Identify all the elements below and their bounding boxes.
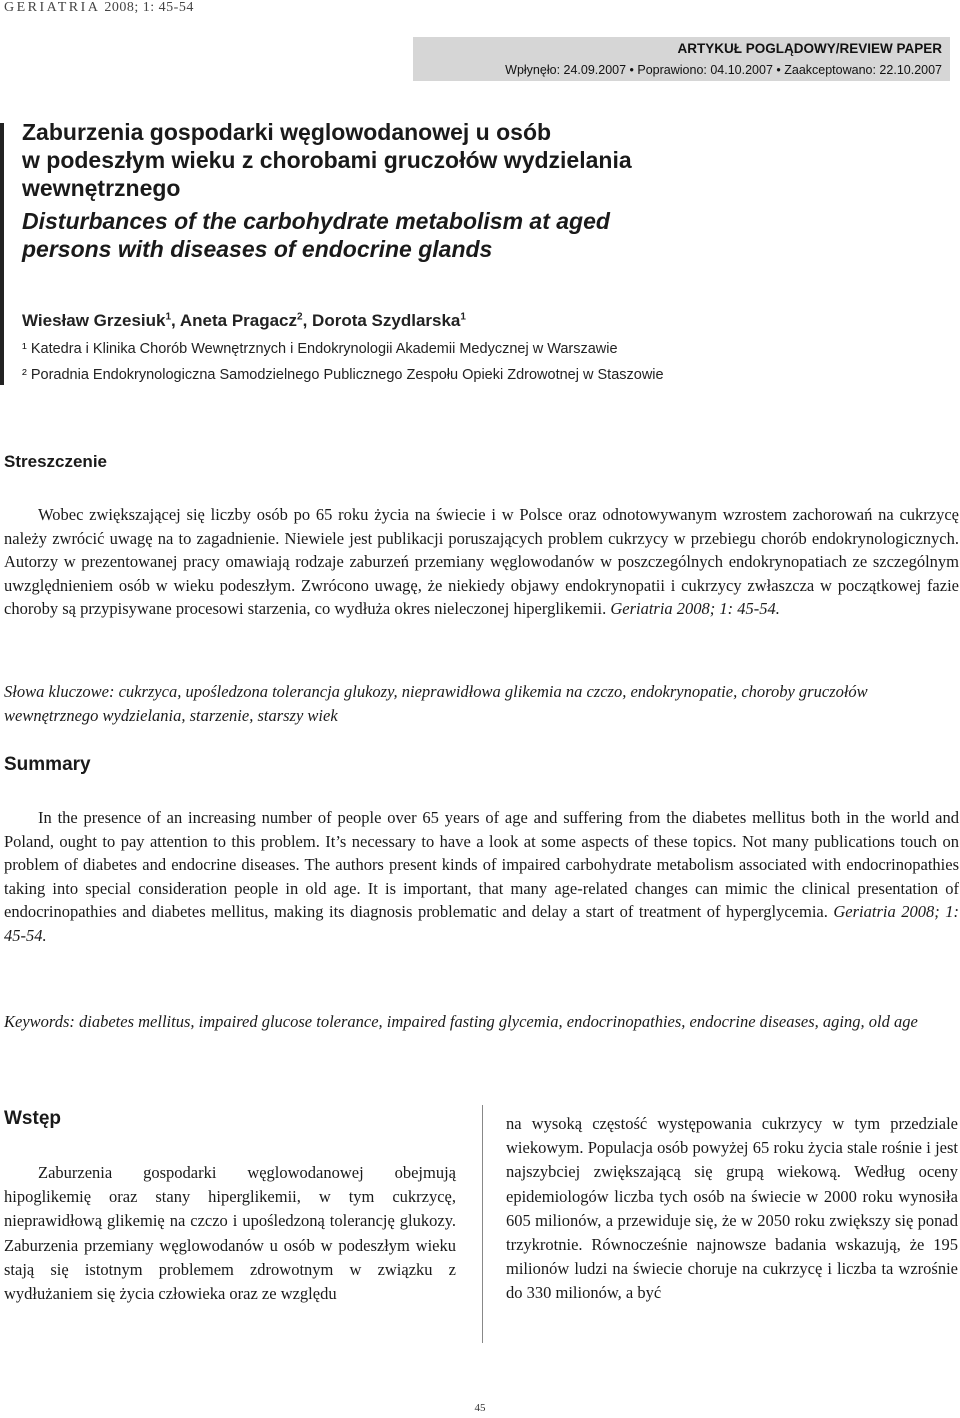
title-polish-line: wewnętrznego <box>22 175 181 201</box>
intro-left-text: Zaburzenia gospodarki węglowodanowej obejmują hipoglikemię oraz stany hiperglikemii, w tym cukrzycę, nieprawidłową glikemię na czczo i upośledzoną tolerancję glukozy. Zaburzenia przemiany węglowodanów u osób w podeszłym wieku stają się istotnym problemem zdrowotnym w związku z wydłużaniem się życia człowieka oraz ze względu <box>4 1163 456 1304</box>
title-english-line: persons with diseases of endocrine glands <box>22 236 493 262</box>
slowa-kluczowe: Słowa kluczowe: cukrzyca, upośledzona tolerancja glukozy, nieprawidłowa glikemia na czczo, endokrynopatie, choroby gruczołów wewnętrznego wydzielania, starzenie, starszy wiek <box>4 682 868 725</box>
streszczenie-body <box>4 503 959 621</box>
streszczenie-text: Wobec zwiększającej się liczby osób po 65 roku życia na świecie i w Polsce oraz odnotowywanym wzrostem zachorowań na cukrzycę należy zwrócić uwagę na to zagadnienie. Niewiele jest publikacji poruszających problem cukrzycy w przebiegu chorób endokrynologicznych. Autorzy w prezentowanej pracy omawiają rodzaje zaburzeń przemiany węglowodanów w poszczególnych endokrynopatiach ze szczególnym uwzględnieniem osób w wieku podeszłym. Zwrócono uwagę, że niekiedy objawy endokrynopatii i cukrzycy zwłaszcza w początkowej fazie choroby są przypisywane procesowi starzenia, co wydłuża okres nieleczonej hiperglikemii. <box>4 505 959 618</box>
article-type: ARTYKUŁ POGLĄDOWY/REVIEW PAPER <box>677 41 942 56</box>
title-english <box>22 207 922 263</box>
author-affil-mark: 1 <box>165 311 172 323</box>
summary-body <box>4 806 959 947</box>
article-dates: Wpłynęło: 24.09.2007 • Poprawiono: 04.10.2007 • Zaakceptowano: 22.10.2007 <box>505 63 942 77</box>
summary-text: In the presence of an increasing number of people over 65 years of age and suffering from the diabetes mellitus both in the world and Poland, ought to pay attention to this problem. It’s necessary to have a look at some aspects of these topics. Not many publications touch on problem of diabetes and endocrine diseases. The authors present kinds of impaired carbohydrate metabolism associated with endocrinopathies taking into special consideration people in old age. It is important, that many age-related changes can mimic the clinical presentation of endocrinopathies and diabetes mellitus, making its diagnosis problematic and delay a start of treatment of hyperglycemia. <box>4 808 959 921</box>
author-name: Wiesław Grzesiuk <box>22 311 166 330</box>
journal-citation: 2008; 1: 45-54 <box>104 0 194 15</box>
author-list: Wiesław Grzesiuk$^1$, Aneta Pragacz$^2$, Dorota Szydlarska$^1$ <box>22 311 466 330</box>
affiliation-2: ² Poradnia Endokrynologiczna Samodzielnego Publicznego Zespołu Opieki Zdrowotnej w Staszowie <box>22 367 664 383</box>
keywords: Keywords: diabetes mellitus, impaired glucose tolerance, impaired fasting glycemia, endocrinopathies, endocrine diseases, aging, old age <box>4 1012 918 1031</box>
intro-right-column <box>506 1112 958 1306</box>
streszczenie-citation: Geriatria 2008; 1: 45-54. <box>610 599 780 618</box>
intro-right-text: na wysoką częstość występowania cukrzycy w tym przedziale wiekowym. Populacja osób powyżej 65 roku życia stale rośnie i jest najszybciej zwiększającą się grupą wiekową. Według oceny epidemiologów liczba tych osób na świecie w 2000 roku wynosiła 605 milionów, a przewiduje się, że w 2050 roku zwiększy się ponad trzykrotnie. Równocześnie najnowsze badania wskazują, że 195 milionów ludzi na świecie choruje na cukrzycę i liczba ta wzrośnie do 330 milionów, a być <box>506 1114 958 1303</box>
affiliation-1: ¹ Katedra i Klinika Chorób Wewnętrznych i Endokrynologii Akademii Medycznej w Warszawie <box>22 341 618 357</box>
summary-citation: Geriatria 2008; 1: 45-54. <box>4 902 960 945</box>
streszczenie-heading: Streszczenie <box>4 452 107 471</box>
summary-heading: Summary <box>4 754 91 775</box>
article-info-box <box>413 37 950 81</box>
author-affil-mark: 1 <box>460 311 466 323</box>
column-divider <box>482 1105 483 1343</box>
title-accent-bar <box>0 123 4 385</box>
author-name: Aneta Pragacz <box>179 311 298 330</box>
journal-name: GERIATRIA <box>4 0 101 15</box>
title-english-line: Disturbances of the carbohydrate metabolism at aged <box>22 208 610 234</box>
page-number: 45 <box>474 1402 486 1414</box>
author-name: Dorota Szydlarska <box>312 311 461 330</box>
title-polish-line: Zaburzenia gospodarki węglowodanowej u osób <box>22 119 552 145</box>
running-head <box>4 0 194 16</box>
title-polish-line: w podeszłym wieku z chorobami gruczołów wydzielania <box>22 147 632 173</box>
wstep-heading: Wstęp <box>4 1108 61 1129</box>
title-polish <box>22 118 922 202</box>
intro-left-column <box>4 1161 456 1306</box>
author-affil-mark: 2 <box>297 311 303 323</box>
